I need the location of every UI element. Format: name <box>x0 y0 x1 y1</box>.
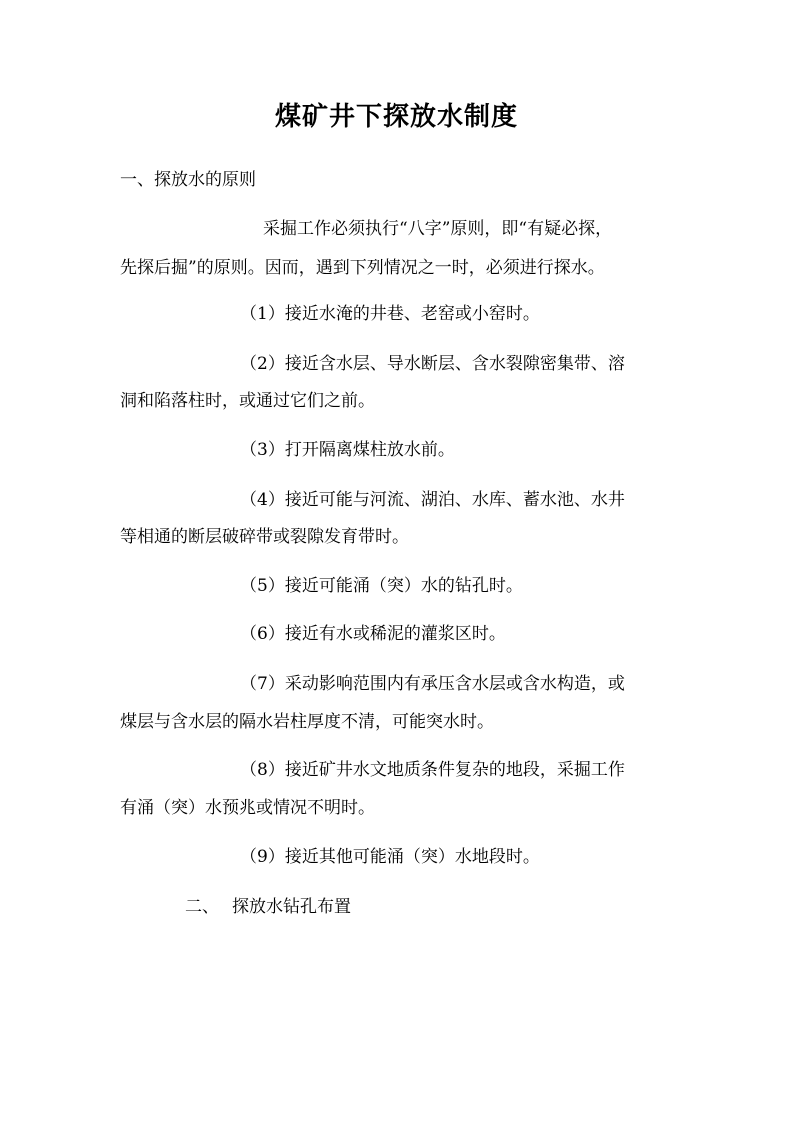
section-2-number: 二、 <box>185 897 219 917</box>
section-1-heading: 一、探放水的原则 <box>120 170 256 190</box>
list-item-2-continuation: 洞和陷落柱时，或通过它们之前。 <box>120 391 375 411</box>
list-item-2: （2）接近含水层、导水断层、含水裂隙密集带、溶 <box>240 354 625 374</box>
document-title: 煤矿井下探放水制度 <box>274 102 518 132</box>
list-item-8: （8）接近矿井水文地质条件复杂的地段，采掘工作 <box>240 760 625 780</box>
list-item-9: （9）接近其他可能涌（突）水地段时。 <box>240 847 540 867</box>
list-item-3: （3）打开隔离煤柱放水前。 <box>240 440 455 460</box>
list-item-6: （6）接近有水或稀泥的灌浆区时。 <box>240 624 506 644</box>
list-item-4: （4）接近可能与河流、湖泊、水库、蓄水池、水井 <box>240 490 625 510</box>
list-item-8-continuation: 有涌（突）水预兆或情况不明时。 <box>120 798 375 818</box>
list-item-4-continuation: 等相通的断层破碎带或裂隙发育带时。 <box>120 527 409 547</box>
list-item-1: （1）接近水淹的井巷、老窑或小窑时。 <box>240 304 540 324</box>
section-2-heading: 探放水钻孔布置 <box>232 897 351 917</box>
list-item-7: （7）采动影响范围内有承压含水层或含水构造，或 <box>240 674 625 694</box>
list-item-5: （5）接近可能涌（突）水的钻孔时。 <box>240 576 523 596</box>
section-1-intro-line-1: 采掘工作必须执行“八字”原则，即“有疑必探， <box>263 219 613 239</box>
list-item-7-continuation: 煤层与含水层的隔水岩柱厚度不清，可能突水时。 <box>120 712 494 732</box>
section-1-intro-line-2: 先探后掘”的原则。因而，遇到下列情况之一时，必须进行探水。 <box>120 258 605 278</box>
